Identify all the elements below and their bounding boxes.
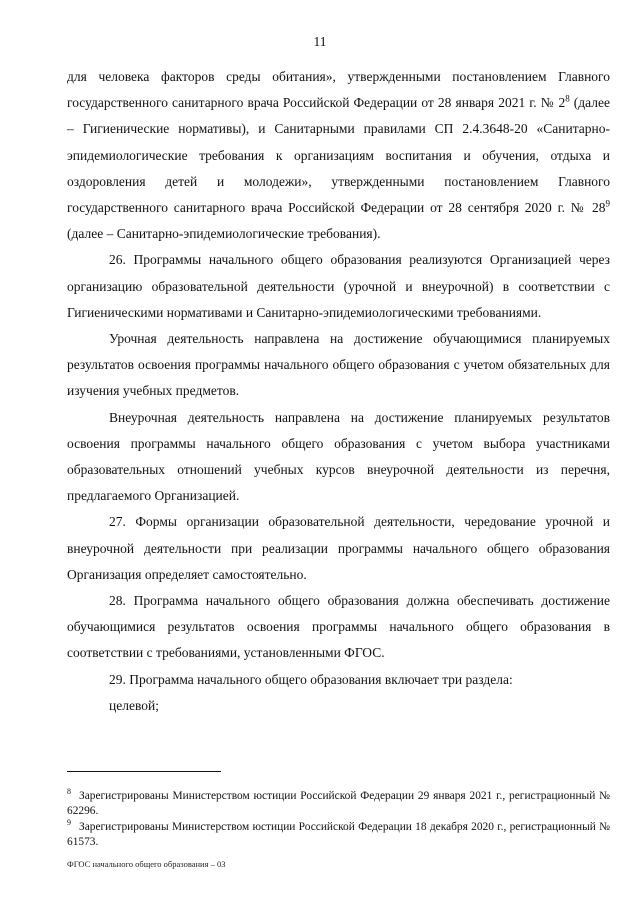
paragraph-27: 27. Формы организации образовательной деятельности, чередование урочной и внеурочной деятельности при реализации программы начального общего образования Организация определяет самостоятельно.	[67, 514, 610, 582]
footnote-mark: 9	[67, 818, 71, 828]
footnote-text: Зарегистрированы Министерством юстиции Российской Федерации 18 декабря 2020 г., регистрационный № 61573.	[67, 821, 610, 848]
paragraph-urochnaya: Урочная деятельность направлена на достижение обучающимися планируемых результатов освоения программы начального общего образования с учетом обязательных для изучения учебных предметов.	[67, 331, 610, 399]
paragraph-vneurochnaya: Внеурочная деятельность направлена на достижение планируемых результатов освоения программы начального общего образования с учетом выбора участниками образовательных отношений учебных курсов внеурочной деятельности из перечня, предлагаемого Организацией.	[67, 409, 610, 504]
footnote-text: Зарегистрированы Министерством юстиции Российской Федерации 29 января 2021 г., регистрационный № 62296.	[67, 790, 610, 817]
paragraph-continuation	[67, 64, 610, 247]
document-code: ФГОС начального общего образования – 03	[67, 859, 226, 869]
paragraph-29: 29. Программа начального общего образования включает три раздела:	[109, 671, 513, 687]
footnote-ref-9: 9	[605, 198, 610, 209]
footnotes	[67, 789, 610, 851]
list-item-target: целевой;	[109, 697, 159, 713]
page-number: 11	[313, 34, 327, 49]
footnote-divider	[67, 771, 221, 772]
footnote-8	[67, 789, 610, 818]
paragraph-text: (далее – Гигиенические нормативы), и Санитарными правилами СП 2.4.3648-20 «Санитарно-эпидемиологические требования к организациям воспитания и обучения, отдыха и оздоровления детей и молодежи», утвержденными постановлением Главного государственного санитарного врача Российской Федерации от 28 сентября 2020 г. № 28	[67, 95, 610, 216]
footnote-ref-8: 8	[565, 93, 570, 104]
paragraph-26: 26. Программы начального общего образования реализуются Организацией через организацию образовательной деятельности (урочной и внеурочной) в соответствии с Гигиеническими нормативами и Санитарно-эпидемиологическими требованиями.	[67, 252, 610, 320]
paragraph-text: (далее – Санитарно-эпидемиологические требования).	[67, 226, 381, 242]
paragraph-28: 28. Программа начального общего образования должна обеспечивать достижение обучающимися результатов освоения программы начального общего образования в соответствии с требованиями, установленными ФГОС.	[67, 593, 610, 661]
body-text	[67, 64, 610, 719]
paragraph-text: для человека факторов среды обитания», утвержденными постановлением Главного государственного санитарного врача Российской Федерации от 28 января 2021 г. № 2	[67, 69, 610, 111]
footnote-9	[67, 820, 610, 849]
footnote-mark: 8	[67, 787, 71, 797]
